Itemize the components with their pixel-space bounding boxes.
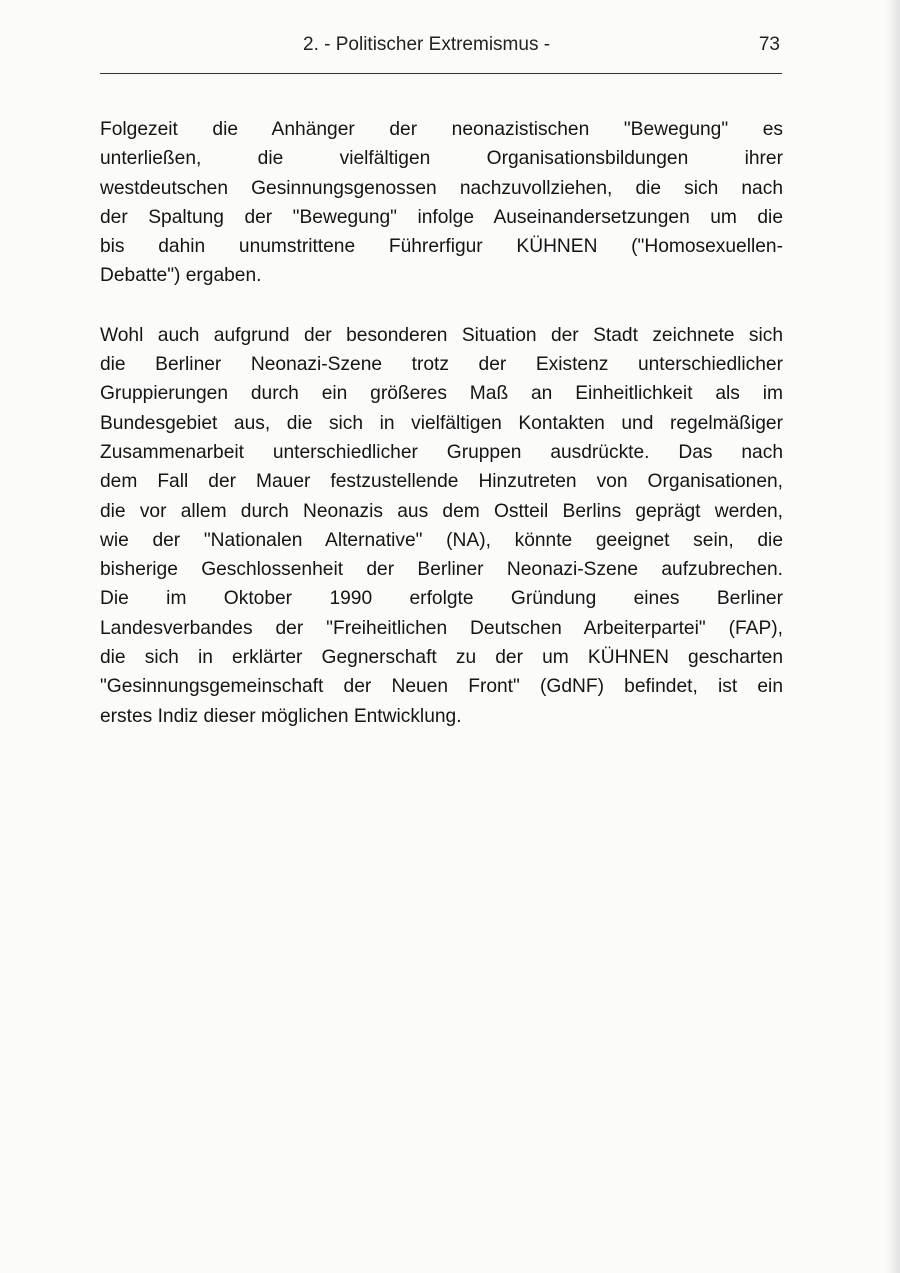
text-line: die vor allem durch Neonazis aus dem Ostteil Berlins geprägt werden, (100, 500, 783, 522)
header-rule (100, 73, 782, 74)
text-line: westdeutschen Gesinnungsgenossen nachzuvollziehen, die sich nach (100, 177, 783, 199)
paragraph-2 (100, 321, 783, 731)
text-line: bis dahin unumstrittene Führerfigur KÜHNEN ("Homosexuellen- (100, 236, 783, 258)
running-head: 2. - Politischer Extremismus - (303, 34, 551, 55)
text-line: wie der "Nationalen Alternative" (NA), könnte geeignet sein, die (100, 529, 783, 551)
text-line: die sich in erklärter Gegnerschaft zu der um KÜHNEN gescharten (100, 647, 783, 669)
text-line: Gruppierungen durch ein größeres Maß an Einheitlichkeit als im (100, 383, 783, 405)
text-line: Landesverbandes der "Freiheitlichen Deutschen Arbeiterpartei" (FAP), (100, 617, 783, 639)
text-line: bisherige Geschlossenheit der Berliner Neonazi-Szene aufzubrechen. (100, 559, 783, 581)
text-line: Die im Oktober 1990 erfolgte Gründung eines Berliner (100, 588, 783, 610)
text-line: erstes Indiz dieser möglichen Entwicklung. (100, 705, 462, 727)
text-line: Bundesgebiet aus, die sich in vielfältigen Kontakten und regelmäßiger (100, 412, 783, 434)
text-line: Debatte") ergaben. (100, 265, 262, 287)
page-edge-shadow (886, 0, 900, 1273)
text-line: die Berliner Neonazi-Szene trotz der Existenz unterschiedlicher (100, 354, 783, 376)
body-text (100, 115, 783, 731)
text-line: unterließen, die vielfältigen Organisationsbildungen ihrer (100, 148, 783, 170)
paragraph-1 (100, 115, 783, 291)
page-number: 73 (758, 34, 780, 55)
text-line: Folgezeit die Anhänger der neonazistischen "Bewegung" es (100, 119, 783, 140)
text-line: Zusammenarbeit unterschiedlicher Gruppen ausdrückte. Das nach (100, 441, 783, 463)
text-line: "Gesinnungsgemeinschaft der Neuen Front" (GdNF) befindet, ist ein (100, 676, 783, 698)
page-header (100, 34, 780, 64)
text-line: Wohl auch aufgrund der besonderen Situation der Stadt zeichnete sich (100, 324, 783, 346)
text-line: der Spaltung der "Bewegung" infolge Auseinandersetzungen um die (100, 206, 783, 228)
text-line: dem Fall der Mauer festzustellende Hinzutreten von Organisationen, (100, 471, 783, 493)
